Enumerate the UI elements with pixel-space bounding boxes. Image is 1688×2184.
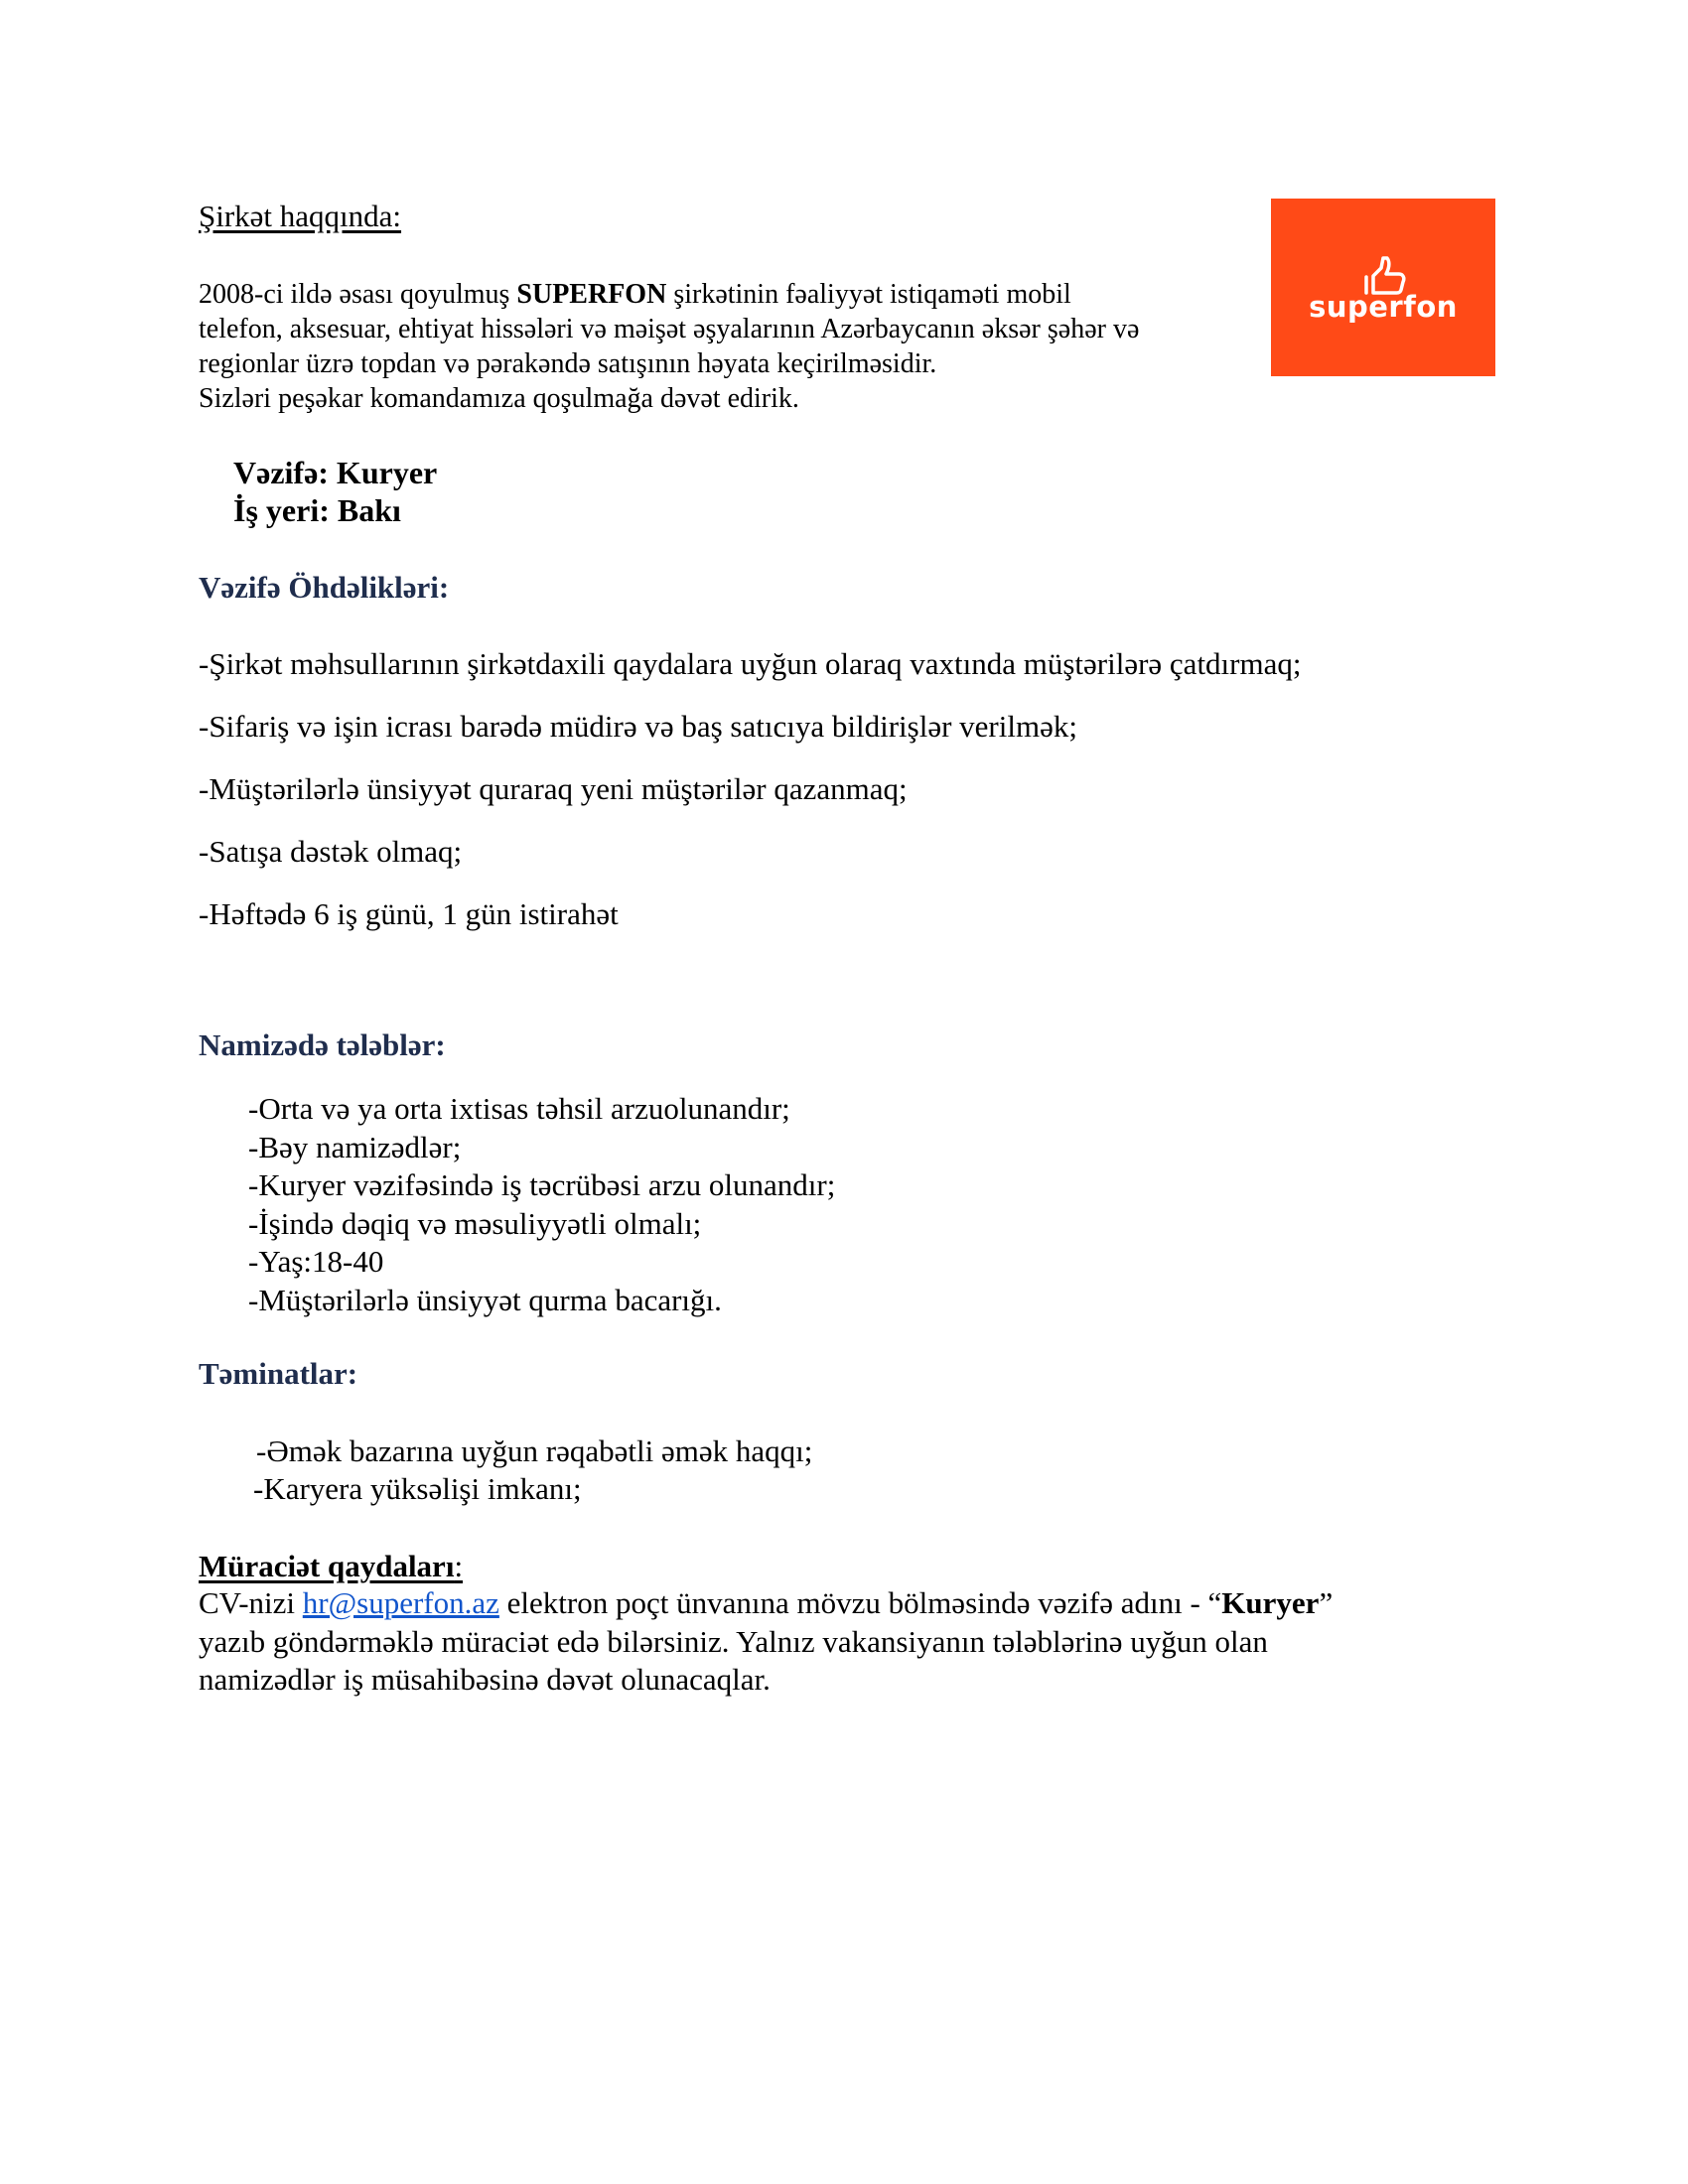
job-position: Vəzifə: Kuryer — [233, 455, 438, 490]
apply-heading-text: Müraciət qaydaları — [199, 1549, 455, 1583]
intro-line-3: regionlar üzrə topdan və pərakəndə satışının həyata keçirilməsidir. — [199, 348, 937, 379]
intro-prefix: 2008-ci ildə əsası qoyulmuş — [199, 279, 517, 310]
apply-instructions — [199, 1584, 1489, 1700]
intro-line-2: telefon, aksesuar, ehtiyat hissələri və məişət əşyalarının Azərbaycanın əksər şəhər və — [199, 314, 1140, 344]
benefit-item: -Əmək bazarına uyğun rəqabətli əmək haqqı; — [256, 1433, 813, 1468]
apply-middle: elektron poçt ünvanına mövzu bölməsində vəzifə adını - “ — [498, 1585, 1222, 1620]
duty-item: -Müştərilərlə ünsiyyət quraraq yeni müştərilər qazanmaq; — [199, 771, 908, 806]
requirements-heading: Namizədə tələblər: — [199, 1027, 446, 1062]
duty-item: -Sifariş və işin icrası barədə müdirə və baş satıcıya bildirişlər verilmək; — [199, 709, 1077, 744]
benefits-heading: Təminatlar: — [199, 1356, 358, 1391]
job-location: İş yeri: Bakı — [233, 492, 401, 528]
logo-wordmark: superfon — [1309, 290, 1458, 324]
company-intro — [199, 277, 1251, 416]
apply-line-3: namizədlər iş müsahibəsinə dəvət olunacaqlar. — [199, 1662, 771, 1697]
thumbs-up-icon — [1271, 199, 1495, 376]
intro-line-1 — [199, 277, 1251, 312]
duty-item: -Həftədə 6 iş günü, 1 gün istirahət — [199, 896, 619, 931]
requirement-item: -Kuryer vəzifəsində iş təcrübəsi arzu olunandır; — [248, 1167, 836, 1202]
intro-line1-rest: şirkətinin fəaliyyət istiqaməti mobil — [666, 279, 1071, 310]
duties-heading: Vəzifə Öhdəlikləri: — [199, 570, 450, 605]
company-name: SUPERFON — [516, 279, 667, 310]
superfon-logo — [1271, 199, 1495, 376]
requirement-item: -Müştərilərlə ünsiyyət qurma bacarığı. — [248, 1282, 722, 1317]
requirement-item: -İşində dəqiq və məsuliyyətli olmalı; — [248, 1205, 702, 1241]
apply-quote-close: ” — [1319, 1585, 1334, 1620]
intro-line-4: Sizləri peşəkar komandamıza qoşulmağa dəvət edirik. — [199, 383, 799, 414]
requirement-item: -Yaş:18-40 — [248, 1244, 384, 1279]
apply-heading-colon: : — [454, 1549, 464, 1583]
apply-position-name: Kuryer — [1221, 1585, 1320, 1620]
requirements-list — [248, 1090, 835, 1319]
apply-line-2: yazıb göndərməklə müraciət edə bilərsiniz. Yalnız vakansiyanın tələblərinə uyğun olan — [199, 1623, 1268, 1659]
requirement-item: -Orta və ya orta ixtisas təhsil arzuolunandır; — [248, 1091, 790, 1126]
requirement-item: -Bəy namizədlər; — [248, 1129, 462, 1164]
duty-item: -Şirkət məhsullarının şirkətdaxili qaydalara uyğun olaraq vaxtında müştərilərə çatdırmaq; — [199, 646, 1302, 681]
apply-line-1 — [199, 1584, 1489, 1623]
benefit-item: -Karyera yüksəlişi imkanı; — [253, 1471, 582, 1506]
apply-heading — [199, 1549, 463, 1584]
apply-prefix: CV-nizi — [199, 1585, 303, 1620]
email-link[interactable]: hr@superfon.az — [302, 1585, 499, 1620]
duty-item: -Satışa dəstək olmaq; — [199, 834, 463, 869]
benefits-list — [253, 1433, 813, 1508]
about-heading: Şirkət haqqında: — [199, 199, 402, 233]
